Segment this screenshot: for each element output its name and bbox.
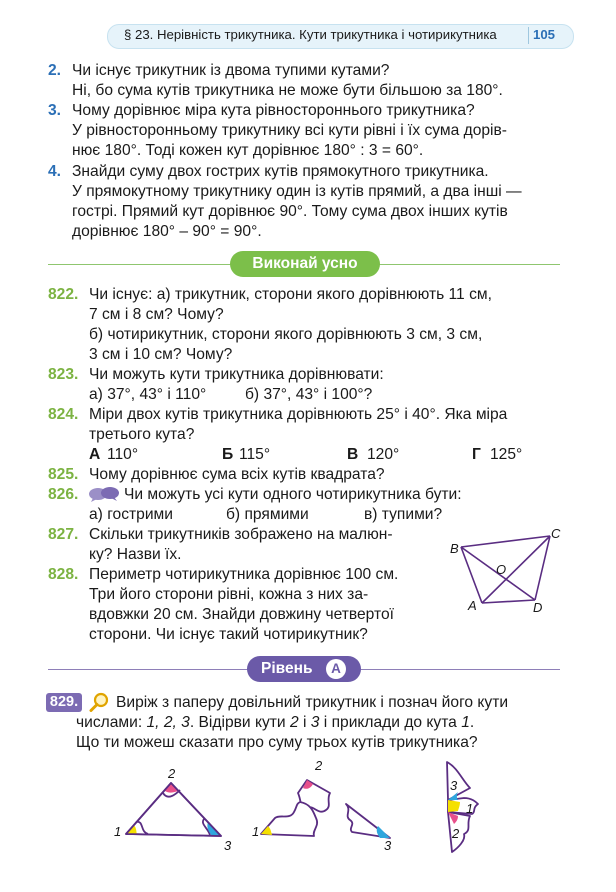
angle-label-1: 1: [252, 824, 260, 839]
triangle-whole: [126, 783, 221, 836]
exercise-number-badge: 829.: [46, 693, 82, 712]
answer-text: Ні, бо сума кутів трикутника не може бути більшою за 180°.: [72, 82, 503, 99]
triangle-torn: [261, 780, 390, 838]
quadrilateral-figure: [445, 526, 570, 618]
level-letter: A: [326, 659, 346, 679]
exercise-text: числами: 1, 2, 3. Відірви кути 2 і 3 і приклади до кута 1.: [76, 714, 475, 731]
exercise-text: Що ти можеш сказати про суму трьох кутів трикутника?: [76, 734, 478, 751]
exercise-text: Чи можуть усі кути одного чотирикутника бути:: [124, 486, 462, 503]
point-label-o: O: [496, 562, 507, 577]
exercise-text: 7 см і 8 см? Чому?: [89, 306, 224, 323]
question-number: 3.: [48, 102, 62, 119]
angle-label-2: 2: [315, 758, 323, 773]
exercise-number: 822.: [48, 286, 79, 303]
choice-value: 120°: [367, 446, 400, 463]
answer-text: дорівнює 180° – 90° = 90°.: [72, 223, 262, 240]
choice-value: 115°: [239, 446, 271, 463]
choice-letter: Б: [222, 446, 234, 463]
exercise-number: 824.: [48, 406, 79, 423]
exercise-number: 828.: [48, 566, 79, 583]
exercise-text: Виріж з паперу довільний трикутник і познач його кути: [116, 694, 509, 711]
exercise-number: 826.: [48, 486, 79, 503]
exercise-text: третього кута?: [89, 426, 195, 443]
choice-value: 125°: [490, 446, 523, 463]
exercise-text: Периметр чотирикутника дорівнює 100 см.: [89, 566, 399, 583]
option-b: б) прямими: [226, 506, 309, 523]
exercise-text: вдовжки 20 см. Знайди довжину четвертої: [89, 606, 394, 623]
option-a: а) гострими: [89, 506, 173, 523]
angle-label-2: 2: [168, 766, 176, 781]
exercise-text: Чи можуть кути трикутника дорівнювати:: [89, 366, 384, 383]
vertex-label-d: D: [533, 600, 543, 615]
magnifier-icon: [89, 692, 109, 712]
angle-label-1: 1: [114, 824, 122, 839]
header-divider: [528, 27, 529, 44]
vertex-label-c: C: [551, 526, 561, 541]
exercise-text: б) чотирикутник, сторони якого дорівнюють 3 см, 3 см,: [89, 326, 483, 343]
exercise-text: Чи існує: а) трикутник, сторони якого дорівнюють 11 см,: [89, 286, 492, 303]
choice-letter: Г: [472, 446, 481, 463]
question-number: 2.: [48, 62, 62, 79]
choice-letter: А: [89, 446, 101, 463]
section-title-level: [247, 656, 361, 682]
question-text: Чи існує трикутник із двома тупими кутами?: [72, 62, 390, 79]
angle-label-3: 3: [384, 838, 392, 853]
header-title: § 23. Нерівність трикутника. Кути трикутника і чотирикутника: [124, 27, 497, 42]
choice-value: 110°: [107, 446, 139, 463]
angle-label-2: 2: [452, 826, 460, 841]
question-text: Чому дорівнює міра кута рівностороннього трикутника?: [72, 102, 475, 119]
answer-text: гострі. Прямий кут дорівнює 90°. Тому сума двох інших кутів: [72, 203, 508, 220]
answer-text: У рівносторонньому трикутнику всі кути рівні і їх сума дорів-: [72, 122, 507, 139]
section-title-oral: Виконай усно: [230, 251, 380, 277]
answer-text: У прямокутному трикутнику один із кутів прямий, а два інші —: [72, 183, 522, 200]
vertex-label-b: B: [450, 541, 459, 556]
answer-text: нює 180°. Тоді кожен кут дорівнює 180° : 3 = 60°.: [72, 142, 424, 159]
speech-bubbles-icon: [88, 486, 120, 502]
segment-cd: [535, 536, 550, 600]
vertex-label-a: A: [468, 598, 477, 613]
exercise-number: 827.: [48, 526, 79, 543]
exercise-text: Міри двох кутів трикутника дорівнюють 25° і 40°. Яка міра: [89, 406, 508, 423]
option-a: а) 37°, 43° і 110°: [89, 386, 207, 403]
segment-da: [482, 600, 535, 603]
exercise-text: Скільки трикутників зображено на малюн-: [89, 526, 393, 543]
exercise-number: 823.: [48, 366, 79, 383]
choice-letter: В: [347, 446, 359, 463]
page-number: 105: [533, 27, 556, 42]
angle-label-1: 1: [466, 801, 474, 816]
level-label: Рівень: [261, 660, 313, 677]
torn-triangle-illustration: [100, 758, 520, 862]
angle-label-3: 3: [224, 838, 232, 853]
question-text: Знайди суму двох гострих кутів прямокутного трикутника.: [72, 163, 489, 180]
option-c: в) тупими?: [364, 506, 443, 523]
segment-bc: [461, 536, 550, 547]
exercise-text: ку? Назви їх.: [89, 546, 182, 563]
exercise-text: сторони. Чи існує такий чотирикутник?: [89, 626, 368, 643]
exercise-text: Чому дорівнює сума всіх кутів квадрата?: [89, 466, 385, 483]
angle-label-3: 3: [450, 778, 458, 793]
exercise-text: 3 см і 10 см? Чому?: [89, 346, 233, 363]
option-b: б) 37°, 43° і 100°?: [245, 386, 373, 403]
exercise-text: Три його сторони рівні, кожна з них за-: [89, 586, 369, 603]
question-number: 4.: [48, 163, 62, 180]
exercise-number: 825.: [48, 466, 79, 483]
